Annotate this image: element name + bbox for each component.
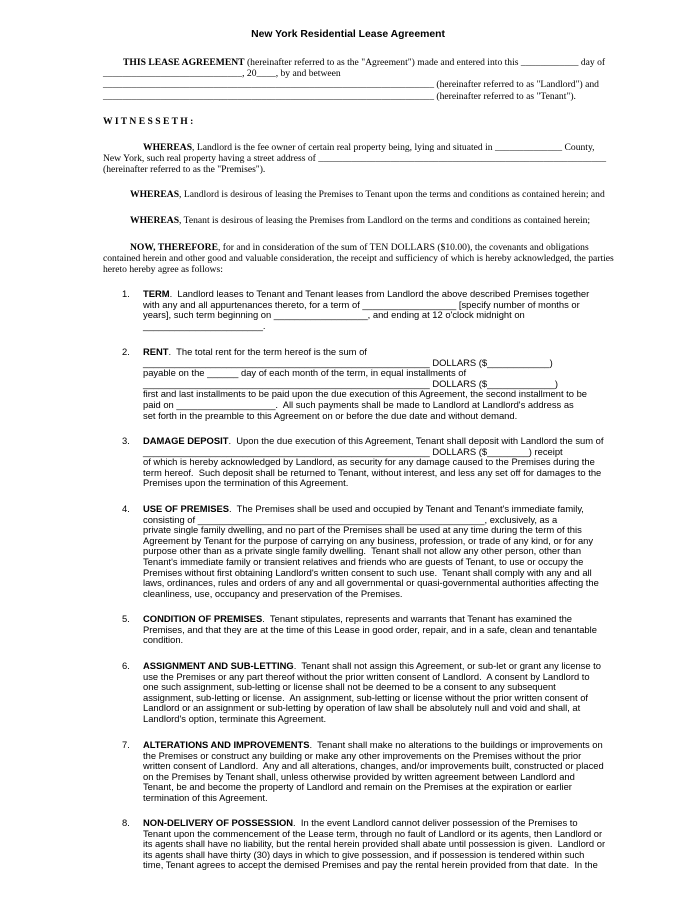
section-heading: USE OF PREMISES [143,503,229,514]
section-heading: DAMAGE DEPOSIT [143,435,229,446]
intro-line-1: THIS LEASE AGREEMENT (hereinafter referred to as the "Agreement") made and entered into this ____________ day of [123,57,606,68]
document-page: New York Residential Lease Agreement THIS LEASE AGREEMENT (hereinafter referred to as the "Agreement") made and entered into this ____________ day of _____________________________, 20____, by and between _____________________________________________________________________ (hereinafter referred to as "Landlord") and _____________________________________________________________________ (hereinafter referred to as "Tenant"). W I T N E S S E T H : WHEREAS, Landlord is the fee owner of certain real property being, lying and situated in ______________ County, New York, such real property having a street address of ____________________________________________________________ (hereinafter referred to as the "Premises"). WHEREAS, Landlord is desirous of leasing the Premises to Tenant upon the terms and conditions as contained herein; and WHEREAS, Tenant is desirous of leasing the Premises from Landlord on the terms and conditions as contained herein; NOW, THEREFORE, for and in consideration of the sum of TEN DOLLARS ($10.00), the covenants and obligations contained herein and other good and valuable consideration, the receipt and sufficiency of which is hereby acknowledged, the parties hereto hereby agree as follows: 1. TERM. Landlord leases to Tenant and Tenant leases from Landlord the above described Premises together with any and all appurtenances thereto, for a term of __________________ [specify number of months or years], such term beginning on __________________, and ending at 12 o'clock midnight on _______________________. 2. RENT. The total rent for the term hereof is the sum of _______________________________________________________ DOLLARS ($____________) payable on the ______ day of each month of the term, in equal installments of _______________________________________________________ DOLLARS ($_____________) first and last installments to be paid upon the due execution of this Agreement, the second installment to be paid on ___________________. All such payments shall be made to Landlord at Landlord's address as set forth in the preamble to this Agreement on or before the due date and without demand. 3. DAMAGE DEPOSIT. Upon the due execution of this Agreement, Tenant shall deposit with Landlord the sum of _______________________________________________________ DOLLARS ($________) receipt of which is hereby acknowledged by Landlord, as security for any damage caused to the Premises during the term hereof. Such deposit shall be returned to Tenant, without interest, and less any set off for damages to the Premises upon the termination of this Agreement. 4. USE OF PREMISES. The Premises shall be used and occupied by Tenant and Tenant's immediate family, consisting of _______________________________________________________, exclusively, as a private single family dwelling, and no part of the Premises shall be used at any time during the term of this Agreement by Tenant for the purpose of carrying on any business, profession, or trade of any kind, or for any purpose other than as a private single family dwelling. Tenant shall not allow any other person, other than Tenant's immediate family or transient relatives and friends who are guests of Tenant, to use or occupy the Premises without first obtaining Landlord's written consent to such use. Tenant shall comply with any and all laws, ordinances, rules and orders of any and all governmental or quasi-governmental authorities affecting the cleanliness, use, occupancy and preservation of the Premises. 5. CONDITION OF PREMISES. Tenant stipulates, represents and warrants that Tenant has examined the Premises, and that they are at the time of this Lease in good order, repair, and in a safe, clean and tenantable condition. 6. ASSIGNMENT AND SUB-LETTING. Tenant shall not assign this Agreement, or sub-let or grant any license to use the Premises or any part thereof without the prior written consent of Landlord. A consent by Landlord to one such assignment, sub-letting or license shall not be deemed to be a consent to any subsequent assignment, sub-letting or license. An assignment, sub-letting or license without the prior written consent of Landlord or an assignment or sub-letting by operation of law shall be absolutely null and void and shall, at Landlord's option, terminate this Agreement. 7. ALTERATIONS AND IMPROVEMENTS. Tenant shall make no alterations to the buildings or improvements on the Premises or construct any building or make any other improvements on the Premises without the prior written consent of Landlord. Any and all alterations, changes, and/or improvements built, constructed or placed on the Premises by Tenant shall, unless otherwise provided by written agreement between Landlord and Tenant, be and become the property of Landlord and remain on the Premises at the expiration or earlier termination of this Agreement. 8. NON-DELIVERY OF POSSESSION. In the event Landlord cannot deliver possession of the Premises to Tenant upon the commencement of the Lease term, through no fault of Landlord or its agents, then Landlord or its agents shall have no liability, but the rental herein provided shall abate until possession is given. Landlord or its agents shall have thirty (30) days in which to give possession, and if possession is tendered within such time, Tenant agrees to accept the demised Premises and pay the rental herein provided from that date. In the [0,0,696,900]
intro-line-4: _____________________________________________________________________ (hereinafter referred to as "Tenant"). [103,90,576,102]
intro-line-2: _____________________________, 20____, by and between [103,68,341,80]
section-heading: NON-DELIVERY OF POSSESSION [143,817,294,828]
whereas-paragraph-2: WHEREAS, Landlord is desirous of leasing the Premises to Tenant upon the terms and conditions as contained herein; and [130,189,605,200]
document-title: New York Residential Lease Agreement [251,29,445,40]
whereas-paragraph-3: WHEREAS, Tenant is desirous of leasing the Premises from Landlord on the terms and conditions as contained herein; [130,215,591,226]
section-heading: ALTERATIONS AND IMPROVEMENTS [143,739,310,750]
section-heading: CONDITION OF PREMISES [143,613,263,624]
intro-lead: THIS LEASE AGREEMENT [123,57,245,68]
section-heading: RENT [143,346,169,357]
whereas-paragraph-1: WHEREAS, Landlord is the fee owner of certain real property being, lying and situated in ______________ County, New York, such real property having a street address of ____________________________________________________________ (hereinafter referred to as the "Premises"). [103,142,607,176]
now-therefore-paragraph: NOW, THEREFORE, for and in consideration of the sum of TEN DOLLARS ($10.00), the covenants and obligations contained herein and other good and valuable consideration, the receipt and sufficiency of which is hereby acknowledged, the parties hereto hereby agree as follows: [103,242,614,276]
intro-line-3: _____________________________________________________________________ (hereinafter referred to as "Landlord") and [103,79,599,91]
witnesseth-heading: W I T N E S S E T H : [103,116,194,127]
section-heading: ASSIGNMENT AND SUB-LETTING [143,660,294,671]
section-heading: TERM [143,288,170,299]
intro-paragraph [103,57,606,102]
